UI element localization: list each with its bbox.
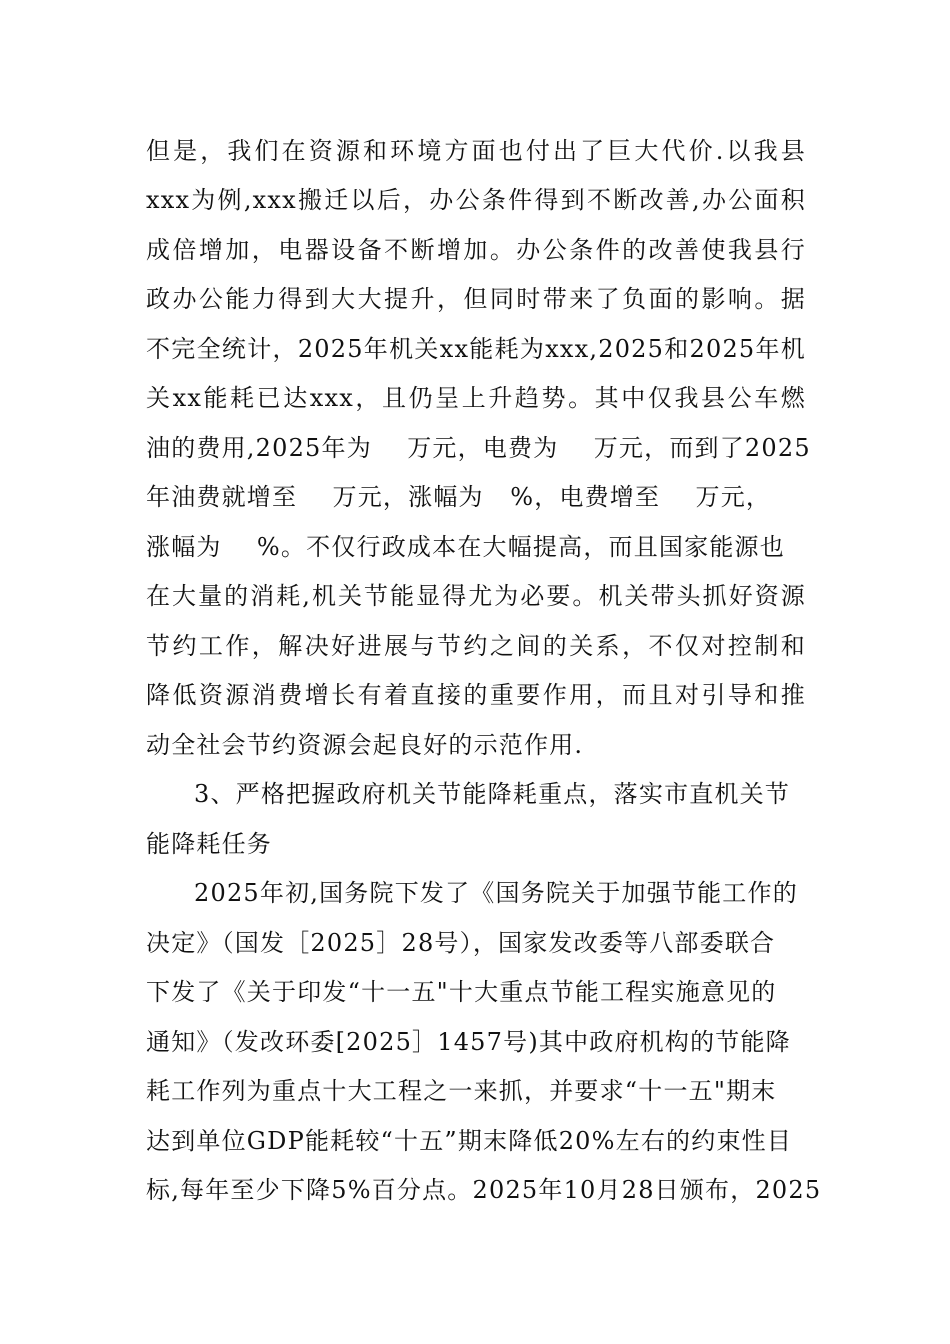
text-line: 但是，我们在资源和环境方面也付出了巨大代价.以我县: [146, 137, 806, 165]
text-line: 年油费就增至 万元，涨幅为 %，电费增至 万元，: [146, 483, 772, 511]
text-line: 油的费用,2025年为 万元，电费为 万元，而到了2025: [146, 434, 811, 462]
text-line: 达到单位GDP能耗较“十五”期末降低20%左右的约束性目: [146, 1127, 793, 1155]
text-line: 涨幅为 %。不仅行政成本在大幅提高，而且国家能源也: [146, 533, 785, 561]
text-line: 动全社会节约资源会起良好的示范作用.: [146, 731, 584, 759]
text-line: 成倍增加，电器设备不断增加。办公条件的改善使我县行: [146, 236, 806, 264]
text-line: 关xx能耗已达xxx，且仍呈上升趋势。其中仅我县公车燃: [146, 384, 806, 412]
text-line: 下发了《关于印发“十一五"十大重点节能工程实施意见的: [146, 978, 777, 1006]
text-line: 耗工作列为重点十大工程之一来抓，并要求“十一五"期末: [146, 1077, 777, 1105]
text-line: 决定》（国发［2025］28号），国家发改委等八部委联合: [146, 929, 776, 957]
section-heading-continued: 能降耗任务: [146, 830, 272, 858]
text-line: 降低资源消费增长有着直接的重要作用，而且对引导和推: [146, 681, 806, 709]
text-line: 标,每年至少下降5%百分点。2025年10月28日颁布，2025: [146, 1176, 822, 1204]
text-line: 不完全统计，2025年机关xx能耗为xxx,2025和2025年机: [146, 335, 806, 363]
text-line: 2025年初,国务院下发了《国务院关于加强节能工作的: [194, 879, 798, 907]
section-heading: 3、严格把握政府机关节能降耗重点，落实市直机关节: [194, 780, 791, 808]
text-line: xxx为例,xxx搬迁以后，办公条件得到不断改善,办公面积: [146, 186, 806, 214]
text-line: 通知》（发改环委[2025］1457号)其中政府机构的节能降: [146, 1028, 791, 1056]
text-line: 节约工作，解决好进展与节约之间的关系，不仅对控制和: [146, 632, 806, 660]
text-line: 政办公能力得到大大提升，但同时带来了负面的影响。据: [146, 285, 806, 313]
text-line: 在大量的消耗,机关节能显得尤为必要。机关带头抓好资源: [146, 582, 806, 610]
